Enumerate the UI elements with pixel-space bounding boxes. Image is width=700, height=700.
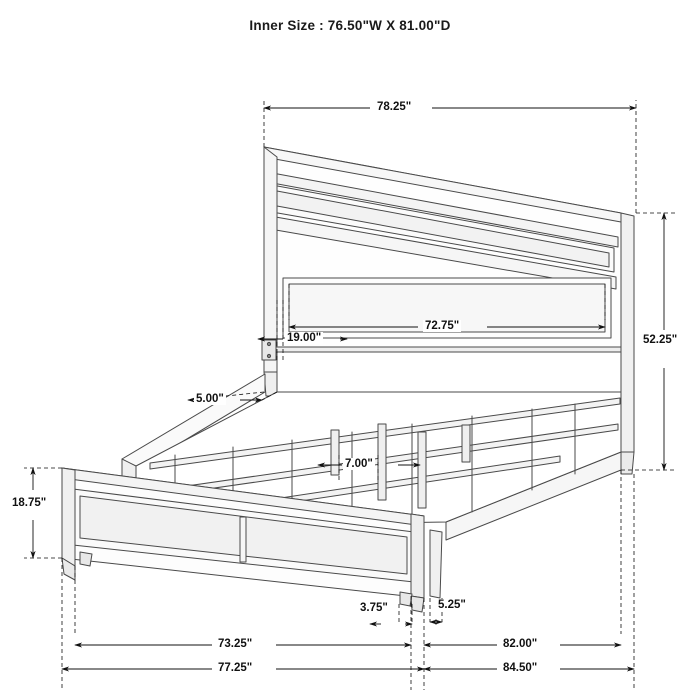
dimension-label-slat-spacing: 7.00" xyxy=(345,458,373,470)
dimension-label-footboard-height: 18.75" xyxy=(12,497,47,509)
page-title: Inner Size : 76.50"W X 81.00"D xyxy=(249,18,451,33)
dimension-label-bed-outer-depth: 84.50" xyxy=(503,662,538,674)
dimension-label-footboard-outer-width: 77.25" xyxy=(218,662,253,674)
dimension-label-headboard-width: 78.25" xyxy=(377,101,412,113)
dimension-label-headboard-panel-width: 72.75" xyxy=(425,320,460,332)
dimension-label-foot-leg-offset: 3.75" xyxy=(360,602,388,614)
dimension-label-rail-thickness: 5.00" xyxy=(196,393,224,405)
dimension-label-headboard-height: 52.25" xyxy=(643,334,678,346)
dimension-label-foot-leg-depth: 5.25" xyxy=(438,599,466,611)
dimension-label-rail-to-panel: 19.00" xyxy=(287,332,322,344)
dimension-label-bed-inner-depth: 82.00" xyxy=(503,638,538,650)
dimension-label-footboard-inner-width: 73.25" xyxy=(218,638,253,650)
